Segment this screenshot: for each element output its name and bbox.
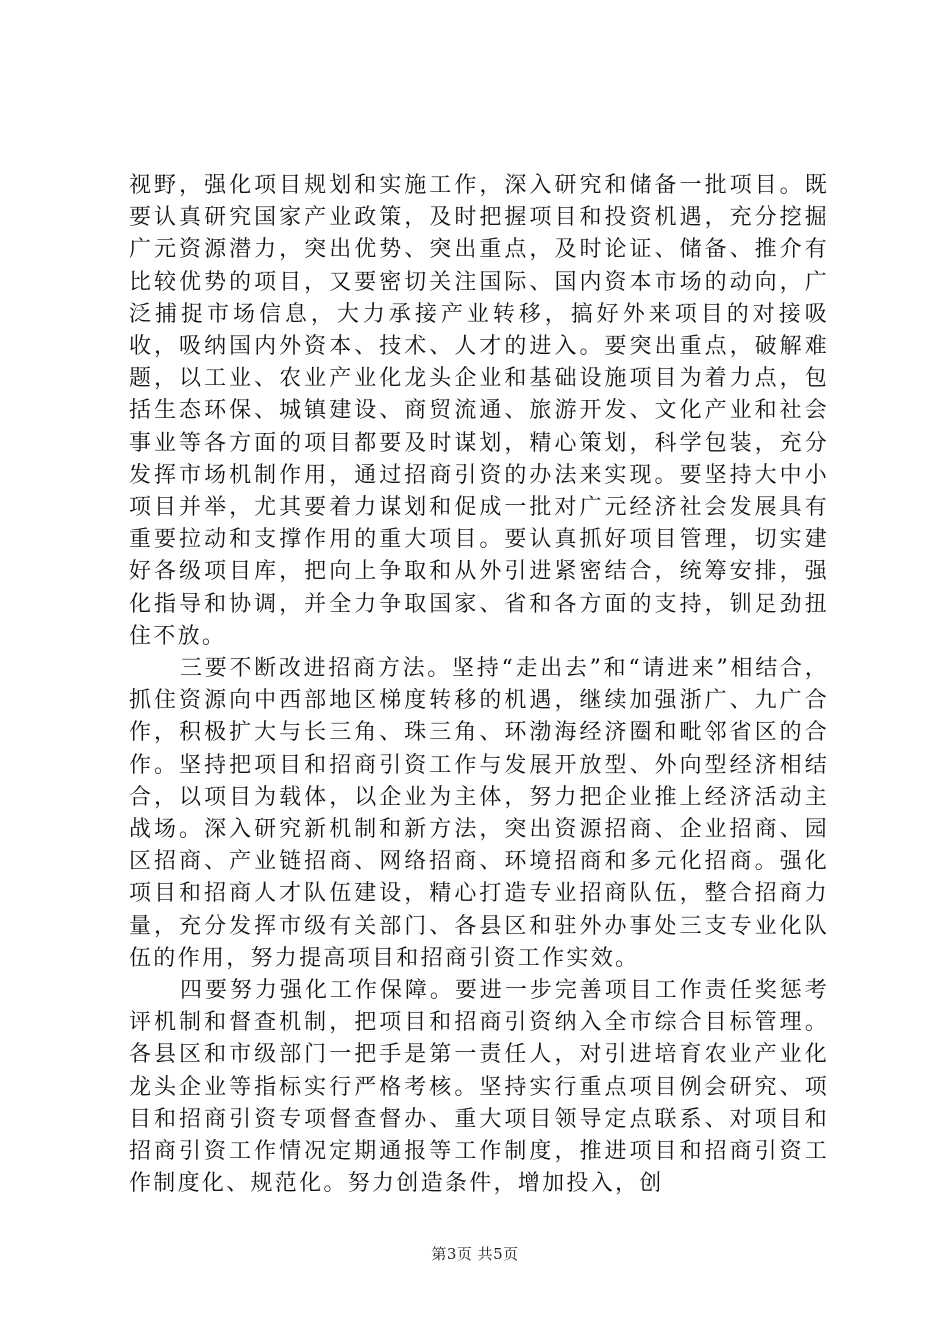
paragraph-strengthen-work-guarantee: 四要努力强化工作保障。要进一步完善项目工作责任奖惩考评机制和督查机制，把项目和招商引资纳入全市综合目标管理。各县区和市级部门一把手是第一责任人，对引进培育农业产业化龙头企业等指标实行严格考核。坚持实行重点项目例会研究、项目和招商引资专项督查督办、重大项目领导定点联系、对项目和招商引资工作情况定期通报等工作制度，推进项目和招商引资工作制度化、规范化。努力创造条件，增加投入，创	[129, 978, 829, 1197]
body-text	[129, 170, 829, 1201]
paragraph-continued: 视野，强化项目规划和实施工作，深入研究和储备一批项目。既要认真研究国家产业政策，及时把握项目和投资机遇，充分挖掘广元资源潜力，突出优势、突出重点，及时论证、储备、推介有比较优势的项目，又要密切关注国际、国内资本市场的动向，广泛捕捉市场信息，大力承接产业转移，搞好外来项目的对接吸收，吸纳国内外资本、技术、人才的进入。要突出重点，破解难题，以工业、农业产业化龙头企业和基础设施项目为着力点，包括生态环保、城镇建设、商贸流通、旅游开发、文化产业和社会事业等各方面的项目都要及时谋划，精心策划，科学包装，充分发挥市场机制作用，通过招商引资的办法来实现。要坚持大中小项目并举，尤其要着力谋划和促成一批对广元经济社会发展具有重要拉动和支撑作用的重大项目。要认真抓好项目管理，切实建好各级项目库，把向上争取和从外引进紧密结合，统筹安排，强化指导和协调，并全力争取国家、省和各方面的支持，钏足劲扭住不放。	[129, 173, 829, 649]
page-footer: 第3页 共5页	[431, 1245, 519, 1263]
paragraph-improve-investment-methods: 三要不断改进招商方法。坚持“走出去”和“请进来”相结合，抓住资源向中西部地区梯度转移的机遇，继续加强浙广、九广合作，积极扩大与长三角、珠三角、环渤海经济圈和毗邻省区的合作。坚持把项目和招商引资工作与发展开放型、外向型经济相结合，以项目为载体，以企业为主体，努力把企业推上经济活动主战场。深入研究新机制和新方法，突出资源招商、企业招商、园区招商、产业链招商、网络招商、环境招商和多元化招商。强化项目和招商人才队伍建设，精心打造专业招商队伍，整合招商力量，充分发挥市级有关部门、各县区和驻外办事处三支专业化队伍的作用，努力提高项目和招商引资工作实效。	[129, 656, 829, 971]
